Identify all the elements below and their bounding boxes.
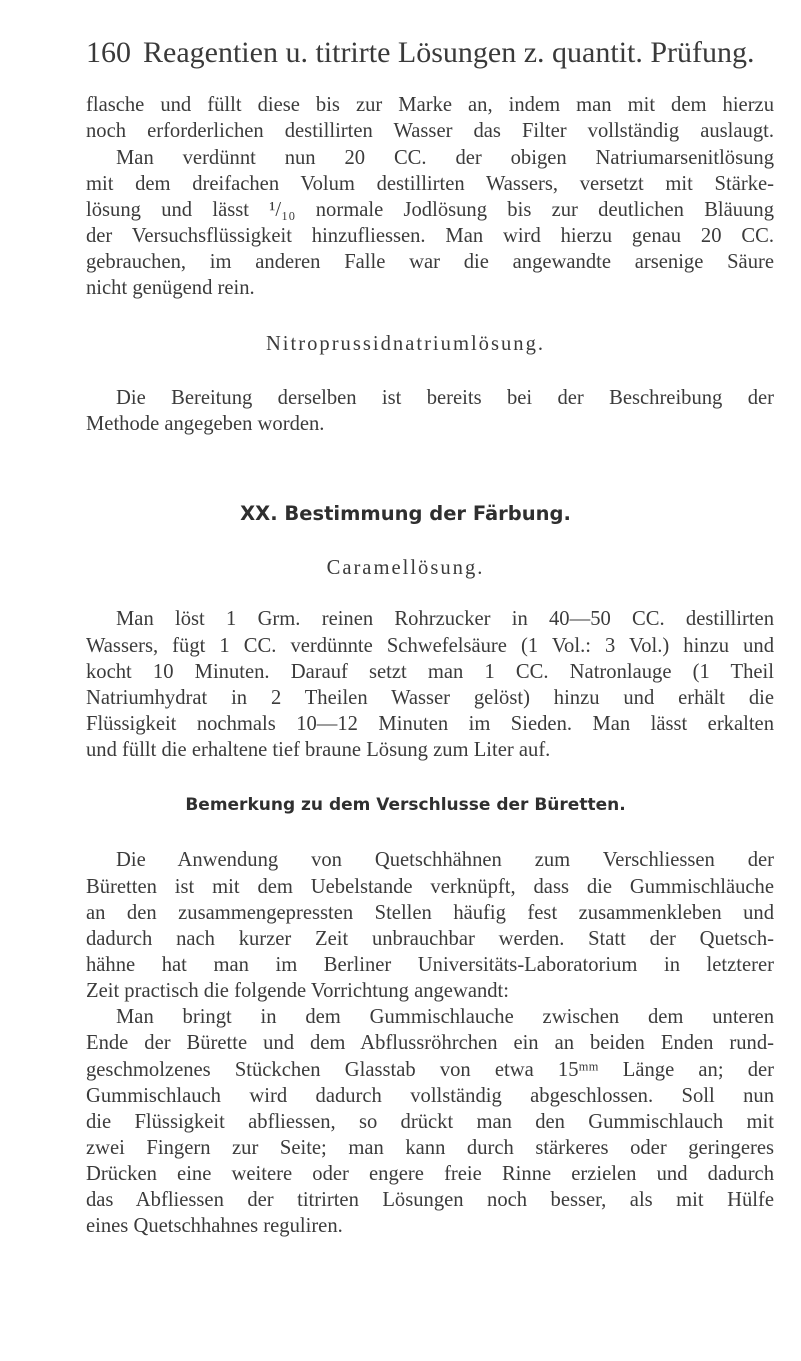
paragraph-2-line: Methode angegeben worden. [86,413,325,435]
paragraph-5-line: Gummischlauch wird dadurch vollständig abgeschlossen. Soll nun [86,1085,774,1107]
section-heading-caramel: Caramellösung. [326,557,485,579]
paragraph-5-line: zwei Fingern zur Seite; man kann durch stärkeres oder geringeres [86,1137,774,1159]
paragraph-3-line: Wassers, fügt 1 CC. verdünnte Schwefelsäure (1 Vol.: 3 Vol.) hinzu und [86,635,774,657]
paragraph-1-line: lösung und lässt ¹/₁₀ normale Jodlösung bis zur deutlichen Bläuung [86,199,774,221]
paragraph-4-line: Zeit practisch die folgende Vorrichtung angewandt: [86,980,509,1002]
page-number: 160 [86,36,131,69]
paragraph-1-line: der Versuchsflüssigkeit hinzufliessen. Man wird hierzu genau 20 CC. [86,225,774,247]
paragraph-3-line: Flüssigkeit nochmals 10—12 Minuten im Sieden. Man lässt erkalten [86,713,774,735]
paragraph-2-line: Die Bereitung derselben ist bereits bei der Beschreibung der [116,387,774,409]
section-heading-nitroprussid: Nitroprussidnatriumlösung. [265,333,546,355]
paragraph-3-line: Man löst 1 Grm. reinen Rohrzucker in 40—50 CC. destillirten [116,608,774,630]
paragraph-5-line: das Abfliessen der titrirten Lösungen noch besser, als mit Hülfe [86,1189,774,1211]
paragraph-4-line: dadurch nach kurzer Zeit unbrauchbar werden. Statt der Quetsch- [86,928,774,950]
paragraph-4-line: Die Anwendung von Quetschhähnen zum Verschliessen der [116,849,774,871]
paragraph-1-line: mit dem dreifachen Volum destillirten Wassers, versetzt mit Stärke- [86,173,774,195]
paragraph-4-line: Büretten ist mit dem Uebelstande verknüpft, dass die Gummischläuche [86,876,774,898]
paragraph-1-line: noch erforderlichen destillirten Wasser das Filter vollständig auslaugt. [86,120,774,142]
paragraph-1-line: nicht genügend rein. [86,277,255,299]
chapter-heading-xx: XX. Bestimmung der Färbung. [240,502,571,525]
paragraph-5-line: die Flüssigkeit abfliessen, so drückt man den Gummischlauch mit [86,1111,774,1133]
paragraph-5-line: geschmolzenes Stückchen Glasstab von etwa 15ᵐᵐ Länge an; der [86,1059,774,1081]
paragraph-3-line: kocht 10 Minuten. Darauf setzt man 1 CC. Natronlauge (1 Theil [86,661,774,683]
running-head [86,36,776,76]
paragraph-5-line: Ende der Bürette und dem Abflussröhrchen ein an beiden Enden rund- [86,1032,774,1054]
paragraph-3-line: und füllt die erhaltene tief braune Lösung zum Liter auf. [86,739,551,761]
paragraph-1-line: flasche und füllt diese bis zur Marke an, indem man mit dem hierzu [86,94,774,116]
paragraph-3-line: Natriumhydrat in 2 Theilen Wasser gelöst) hinzu und erhält die [86,687,774,709]
paragraph-4-line: hähne hat man im Berliner Universitäts-Laboratorium in letzterer [86,954,774,976]
paragraph-5-line: Man bringt in dem Gummischlauche zwischen dem unteren [116,1006,774,1028]
paragraph-5-line: eines Quetschhahnes reguliren. [86,1215,343,1237]
paragraph-1-line: Man verdünnt nun 20 CC. der obigen Natriumarsenitlösung [116,147,774,169]
paragraph-4-line: an den zusammengepressten Stellen häufig fest zusammenkleben und [86,902,774,924]
running-head-title: Reagentien u. titrirte Lösungen z. quantit. Prüfung. [143,36,755,69]
paragraph-5-line: Drücken eine weitere oder engere freie Rinne erzielen und dadurch [86,1163,774,1185]
remark-heading: Bemerkung zu dem Verschlusse der Büretten. [185,795,626,815]
paragraph-1-line: gebrauchen, im anderen Falle war die angewandte arsenige Säure [86,251,774,273]
